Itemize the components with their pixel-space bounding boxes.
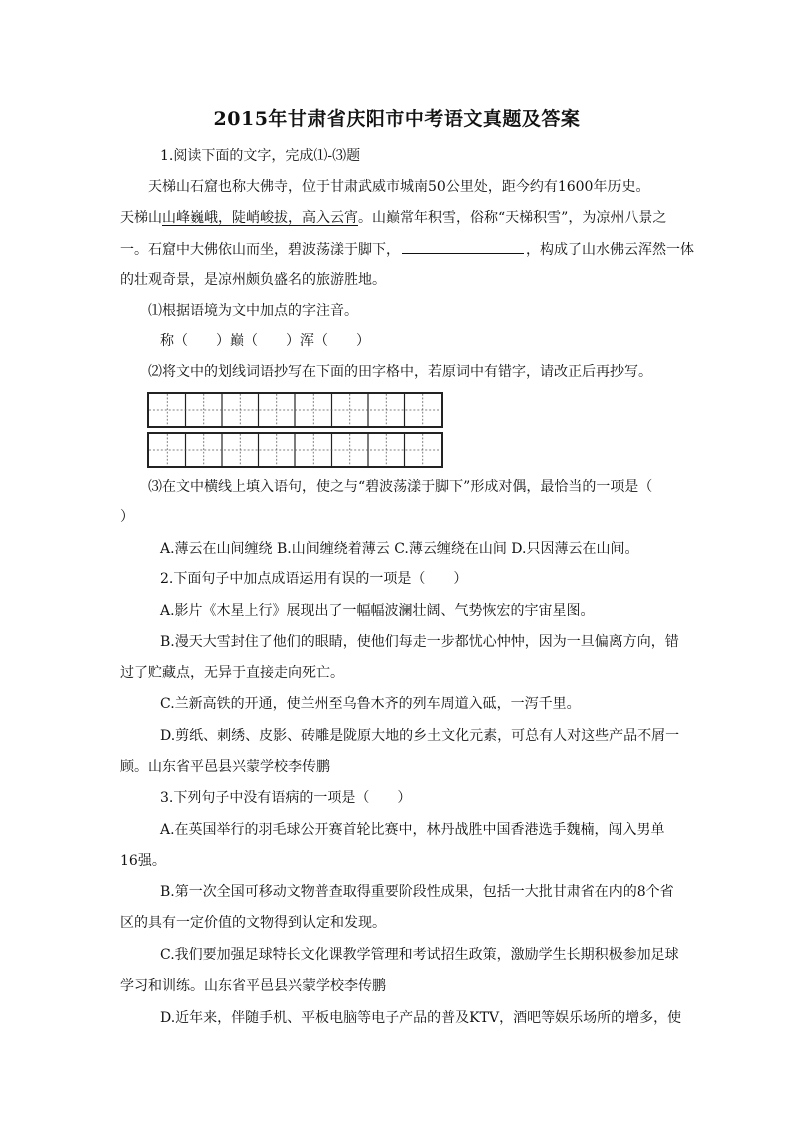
question-3-option-a: A.在英国举行的羽毛球公开赛首轮比赛中，林丹战胜中国香港选手魏楠，闯入男单 [160, 822, 665, 838]
passage-text: 一。石窟中大佛依山而坐，碧波荡漾于脚下， [120, 242, 400, 258]
tianzige-grid-row-1[interactable] [147, 392, 443, 428]
grid-lines [149, 394, 441, 426]
sub-question-3-paren: ） [120, 509, 134, 525]
question-2-stem: 2.下面句子中加点成语运用有误的一项是（ ） [160, 571, 468, 587]
passage-text: ，构成了山水佛云浑然一体 [526, 242, 694, 258]
question-3-option-b-cont: 区的具有一定价值的文物得到认定和发现。 [120, 915, 386, 931]
underlined-phrase: 山峰巍峨，陡峭峻拔，高入云宵 [162, 210, 358, 226]
tianzige-grid-row-2[interactable] [147, 432, 443, 468]
question-2-option-b-cont: 过了贮藏点，无异于直接走向死亡。 [120, 665, 344, 681]
question-3-option-a-cont: 16强。 [120, 853, 166, 869]
passage-line-1: 天梯山石窟也称大佛寺，位于甘肃武威市城南50公里处，距今约有1600年历史。 [148, 179, 650, 195]
question-3-option-d: D.近年来，伴随手机、平板电脑等电子产品的普及KTV，酒吧等娱乐场所的增多，使 [160, 1010, 682, 1026]
question-2-option-a: A.影片《木星上行》展现出了一幅幅波澜壮阔、气势恢宏的宇宙星图。 [160, 603, 595, 619]
question-3-option-c-cont: 学习和训练。山东省平邑县兴蒙学校李传鹏 [120, 978, 386, 994]
question-2-option-b: B.漫天大雪封住了他们的眼睛，使他们每走一步都忧心忡忡，因为一旦偏离方向，错 [160, 634, 679, 650]
pinyin-items: 称（ ）巅（ ）浑（ ） [160, 333, 370, 349]
question-3-stem: 3.下列句子中没有语病的一项是（ ） [160, 790, 412, 806]
sub-question-3-options: A.薄云在山间缠绕 B.山间缠绕着薄云 C.薄云缠绕在山间 D.只因薄云在山间。 [160, 541, 639, 557]
page-title: 2015年甘肃省庆阳市中考语文真题及答案 [213, 108, 581, 130]
sub-question-3: ⑶在文中横线上填入语句，使之与“碧波荡漾于脚下”形成对偶，最恰当的一项是（ [148, 479, 653, 495]
passage-text: 天梯山 [120, 210, 162, 226]
question-2-option-d-cont: 顾。山东省平邑县兴蒙学校李传鹏 [120, 759, 330, 775]
question-3-option-b: B.第一次全国可移动文物普查取得重要阶段性成果，包括一大批甘肃省在内的8个省 [160, 884, 674, 900]
passage-text: 。山巅常年积雪，俗称“天梯积雪”，为凉州八景之 [358, 210, 667, 226]
passage-line-2 [120, 208, 666, 228]
sub-question-2: ⑵将文中的划线词语抄写在下面的田字格中，若原词中有错字，请改正后再抄写。 [148, 364, 652, 380]
question-3-option-c: C.我们要加强足球特长文化课教学管理和考试招生政策，激励学生长期积极参加足球 [160, 947, 679, 963]
passage-line-3 [120, 239, 694, 260]
passage-line-4: 的壮观奇景，是凉州颇负盛名的旅游胜地。 [120, 272, 386, 288]
grid-lines [149, 434, 441, 466]
question-1-intro: 1.阅读下面的文字，完成⑴-⑶题 [160, 148, 361, 164]
fill-in-blank[interactable] [402, 239, 524, 254]
question-2-option-d: D.剪纸、刺绣、皮影、砖雕是陇原大地的乡土文化元素，可总有人对这些产品不屑一 [160, 728, 680, 744]
question-2-option-c: C.兰新高铁的开通，使兰州至乌鲁木齐的列车周道入砥，一泻千里。 [160, 696, 581, 712]
sub-question-1: ⑴根据语境为文中加点的字注音。 [148, 303, 358, 319]
